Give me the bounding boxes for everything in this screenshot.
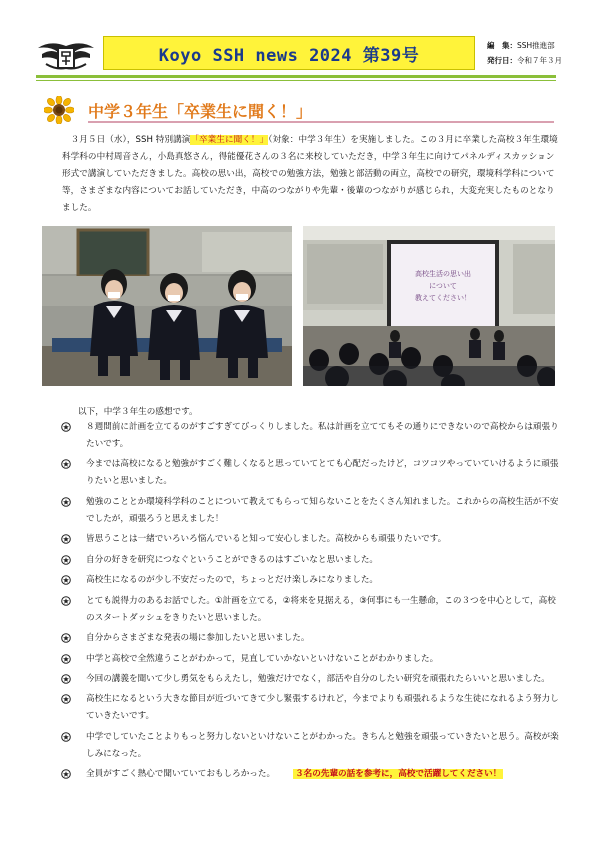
comment-text: 自分の好きを研究につなぐということができるのはすごいなと思いました。 — [86, 554, 379, 565]
circle-star-bullet-icon — [61, 654, 71, 664]
comment-text: 中学でしていたことよりもっと努力しないといけないことがわかった。きちんと勉強を頑張っていきたいと思う。高校が楽しみになった。 — [86, 731, 559, 759]
comments-list — [58, 419, 560, 787]
comment-text: 高校生になるという大きな節目が近づいてきて少し緊張するけれど，今までよりも頑張れるような生徒になれるよう努力していきたいです。 — [86, 694, 559, 722]
newsletter-title: Koyo SSH news 2024 第39号 — [103, 36, 475, 70]
circle-star-bullet-icon — [61, 694, 71, 704]
school-emblem-icon — [36, 34, 96, 74]
list-item — [58, 572, 560, 589]
comment-text: 自分からさまざまな発表の場に参加したいと思いました。 — [86, 633, 310, 644]
slide-text-line-1: 高校生活の思い出 — [415, 270, 471, 278]
list-item — [58, 531, 560, 548]
date-label: 発行日： — [487, 56, 517, 65]
date-value: 令和７年３月 — [517, 56, 562, 65]
section-title: 中学３年生「卒業生に聞く！」 — [88, 102, 313, 121]
list-item — [58, 691, 560, 725]
closing-message: ３名の先輩の話を参考に，高校で活躍してください！ — [295, 769, 502, 780]
circle-star-bullet-icon — [61, 422, 71, 432]
circle-star-bullet-icon — [61, 769, 71, 779]
list-item — [58, 651, 560, 668]
section-underline — [88, 121, 554, 123]
circle-star-bullet-icon — [61, 732, 71, 742]
comment-text: 高校生になるのが少し不安だったので，ちょっとだけ楽しみになりました。 — [86, 575, 379, 586]
intro-part2: （対象：中学３年生）を実施しました。この３月に卒業した高校３年生環境科学科の中村周音さん，小島真悠さん，得能優花さんの３名に来校していただき，中学３年生に向けてパネルディスカッション形式で講演していただきました。高校の思い出，高校での勉強方法，勉強と部活動の両立，高校での研究，環境科学科について等，さまざまな内容についてお話していただき，中高のつながりや先輩・後輩のつながりが感じられ，大変充実したものとなりました。 — [62, 135, 558, 213]
list-item — [58, 419, 560, 453]
sunflower-icon — [44, 96, 74, 124]
list-item — [58, 671, 560, 688]
list-item — [58, 593, 560, 627]
comments-lead: 以下，中学３年生の感想です。 — [78, 407, 198, 417]
list-item — [58, 630, 560, 647]
comment-text: とても説得力のあるお話でした。①計画を立てる，②将来を見据える，③何事にも一生懸命，この３つを中心として，高校のスタートダッシュをきりたいと思いました。 — [86, 595, 556, 623]
section-heading — [44, 96, 554, 124]
comment-text: 全員がすごく熱心で聞いていておもしろかった。 — [86, 769, 276, 780]
comment-text: 今までは高校になると勉強がすごく難しくなると思っていてとても心配だったけど，コツコツやっていていけるように頑張りたいと思いました。 — [86, 459, 559, 487]
slide-text-line-3: 教えてください！ — [415, 294, 471, 302]
header-rule — [36, 75, 556, 78]
comment-text: ８週間前に計画を立てるのがすごすぎてびっくりしました。私は計画を立ててもその通りにできないので高校からは頑張りたいです。 — [86, 422, 559, 449]
event-name: 「卒業生に聞く！」 — [190, 135, 269, 145]
intro-paragraph — [62, 132, 560, 217]
circle-star-bullet-icon — [61, 674, 71, 684]
list-item — [58, 456, 560, 490]
publication-info — [487, 38, 562, 68]
circle-star-bullet-icon — [61, 459, 71, 469]
list-item — [58, 766, 560, 783]
comment-text: 今回の講義を聞いて少し勇気をもらえたし，勉強だけでなく，部活や自分のしたい研究を頑張れたらいいと思いました。 — [86, 673, 550, 684]
slide-text-line-2: について — [429, 282, 457, 290]
comment-text: 中学と高校で全然違うことがわかって，見直していかないといけないことがわかりました。 — [86, 653, 439, 664]
header-rule-thin — [36, 80, 556, 81]
circle-star-bullet-icon — [61, 534, 71, 544]
circle-star-bullet-icon — [61, 596, 71, 606]
circle-star-bullet-icon — [61, 555, 71, 565]
photo-panel-discussion — [303, 226, 555, 386]
comment-text: 勉強のこととか環境科学科のことについて教えてもらって知らないことをたくさん知れました。これからの高校生活が不安でしたが，頑張ろうと思えました！ — [86, 496, 559, 524]
comment-text: 皆思うことは一緒でいろいろ悩んでいると知って安心しました。高校からも頑張りたいです。 — [86, 534, 447, 545]
list-item — [58, 494, 560, 528]
circle-star-bullet-icon — [61, 497, 71, 507]
list-item — [58, 552, 560, 569]
list-item — [58, 729, 560, 763]
circle-star-bullet-icon — [61, 575, 71, 585]
newsletter-header — [36, 34, 562, 74]
editor-label: 編 集： — [487, 41, 517, 50]
photo-three-graduates — [42, 226, 292, 386]
editor-value: SSH推進部 — [517, 41, 555, 50]
intro-part1: ３月５日（水），SSH 特別講演 — [62, 135, 191, 145]
circle-star-bullet-icon — [61, 633, 71, 643]
